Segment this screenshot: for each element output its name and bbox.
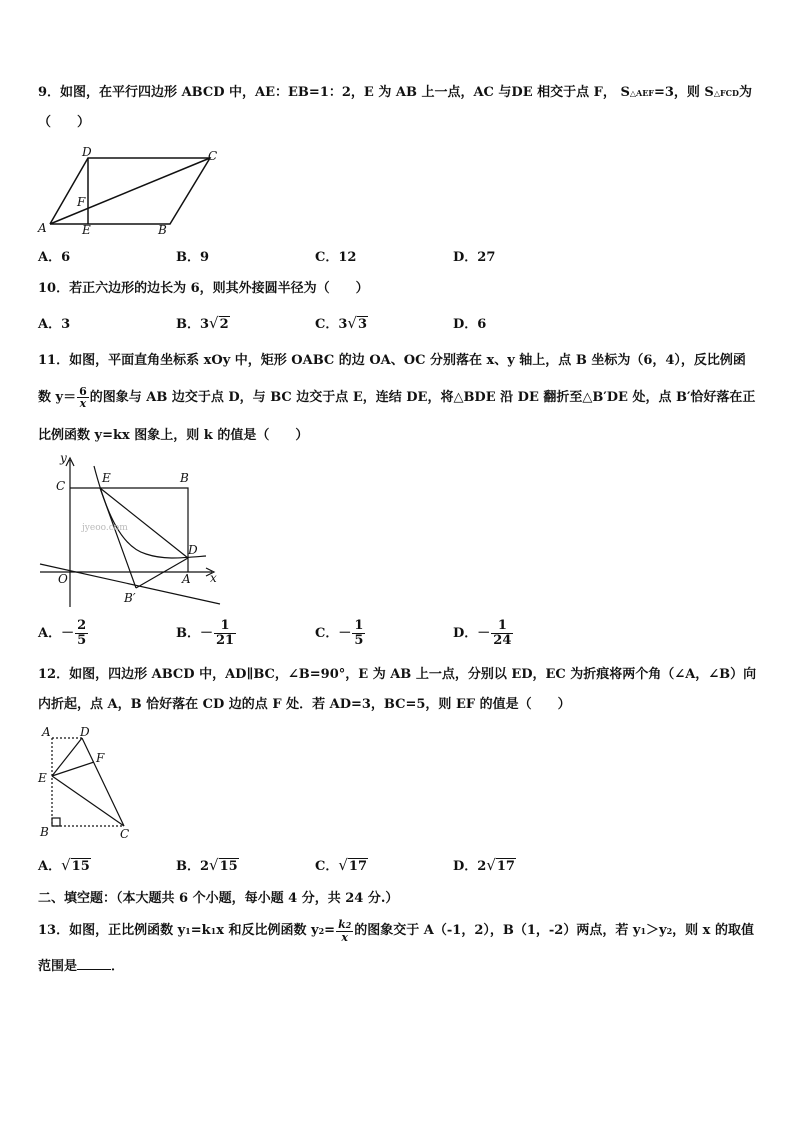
q12-figure [36,722,136,842]
q11-label-c: C [56,479,66,493]
q11-option-c-fraction: $\frac{1}{5}$ [354,618,364,648]
q10-option-a[interactable]: A．3 [38,317,71,332]
q13-line2: 范围是 ． [38,959,125,974]
answer-blank[interactable] [77,969,111,970]
q11-option-c[interactable]: C．－ $\frac{1}{5}$ [315,618,364,648]
q11-option-d-fraction: $\frac{1}{24}$ [493,618,512,648]
q9-label-f: F [77,195,86,209]
q9-option-d[interactable]: D．27 [453,250,496,265]
q12-label-f: F [96,751,105,765]
sqrt-icon: √17 [486,856,515,874]
q11-label-o: O [58,572,68,586]
q9-line2: （ ） [38,115,91,130]
q10-option-d[interactable]: D．6 [453,317,487,332]
q9-option-a[interactable]: A．6 [38,250,71,265]
q12-option-c[interactable]: C．√17 [315,856,368,874]
q13-fraction: $\frac{k2}{x}$ [338,917,352,944]
q11-label-e: E [102,471,111,485]
q13-line1: 13．如图，正比例函数 y1=k1x 和反比例函数 y2= $\frac{k2}{x}$ 的图象交于 A（-1，2），B（1，-2）两点，若 y1＞y2，则 x 的取值 [38,917,754,944]
q9-label-b: B [158,223,167,236]
sqrt-icon: √15 [209,856,238,874]
q11-line3: 比例函数 y=kx 图象上，则 k 的值是（ ） [38,428,309,443]
q11-option-d[interactable]: D．－ $\frac{1}{24}$ [453,618,512,648]
q9-label-a: A [38,221,47,235]
q12-label-d: D [80,725,90,739]
q9-label-d: D [82,145,92,159]
q11-option-b[interactable]: B．－ $\frac{1}{21}$ [176,618,235,648]
q11-option-a[interactable]: A．－ $\frac{2}{5}$ [38,618,87,648]
q12-label-c: C [120,827,130,841]
q11-figure [36,452,226,610]
q9-label-c: C [208,149,218,163]
q10-option-b[interactable]: B．3√2 [176,314,229,332]
q11-label-y: y [60,452,67,465]
q12-option-a[interactable]: A．√15 [38,856,90,874]
q12-line2: 内折起，点 A，B 恰好落在 CD 边的点 F 处．若 AD=3，BC=5，则 EF 的值是（ ） [38,697,571,712]
watermark: jyeoo.com [82,523,128,533]
q11-line2: 数 y＝ $\frac{6}{x}$ 的图象与 AB 边交于点 D，与 BC 边交于点 E，连结 DE，将△BDE 沿 DE 翻折至△B′DE 处，点 B′恰好落在正 [38,385,756,410]
section-title: 二、填空题：（本大题共 6 个小题，每小题 4 分，共 24 分.） [38,891,399,906]
sqrt-icon: √2 [209,314,229,332]
q9-line1: 9．如图，在平行四边形 ABCD 中，AE：EB=1：2，E 为 AB 上一点，AC 与DE 相交于点 F， [38,85,616,100]
sqrt-icon: √17 [338,856,368,874]
q11-label-d: D [188,543,198,557]
q12-label-b: B [40,825,49,839]
q11-option-b-fraction: $\frac{1}{21}$ [216,618,235,648]
sqrt-icon: √15 [61,856,90,874]
q9-figure [36,144,226,236]
q11-label-b: B [180,471,189,485]
q12-label-a: A [42,725,51,739]
q11-label-a: A [182,572,191,586]
q12-label-e: E [38,771,47,785]
q11-fraction: $\frac{6}{x}$ [79,385,87,410]
sqrt-icon: √3 [347,314,368,332]
q12-option-b[interactable]: B．2√15 [176,856,238,874]
q11-line1: 11．如图，平面直角坐标系 xOy 中，矩形 OABC 的边 OA、OC 分别落在 x、y 轴上，点 B 坐标为（6，4），反比例函 [38,353,746,368]
q9-option-c[interactable]: C．12 [315,250,357,265]
q11-label-bprime: B′ [124,591,136,605]
q9-option-b[interactable]: B．9 [176,250,210,265]
q11-option-a-fraction: $\frac{2}{5}$ [77,618,87,648]
q9-stem: 9．如图，在平行四边形 ABCD 中，AE：EB=1：2，E 为 AB 上一点，AC 与DE 相交于点 F， S△AEF=3，则 S△FCD为 [38,85,752,100]
q9-label-e: E [82,223,91,236]
q12-line1: 12．如图，四边形 ABCD 中，AD∥BC，∠B=90°，E 为 AB 上一点，分别以 ED，EC 为折痕将两个角（∠A，∠B）向 [38,667,757,682]
q11-label-x: x [210,571,217,585]
q12-option-d[interactable]: D．2√17 [453,856,515,874]
q10-option-c[interactable]: C．3√3 [315,314,368,332]
q10-stem: 10．若正六边形的边长为 6，则其外接圆半径为（ ） [38,281,369,296]
